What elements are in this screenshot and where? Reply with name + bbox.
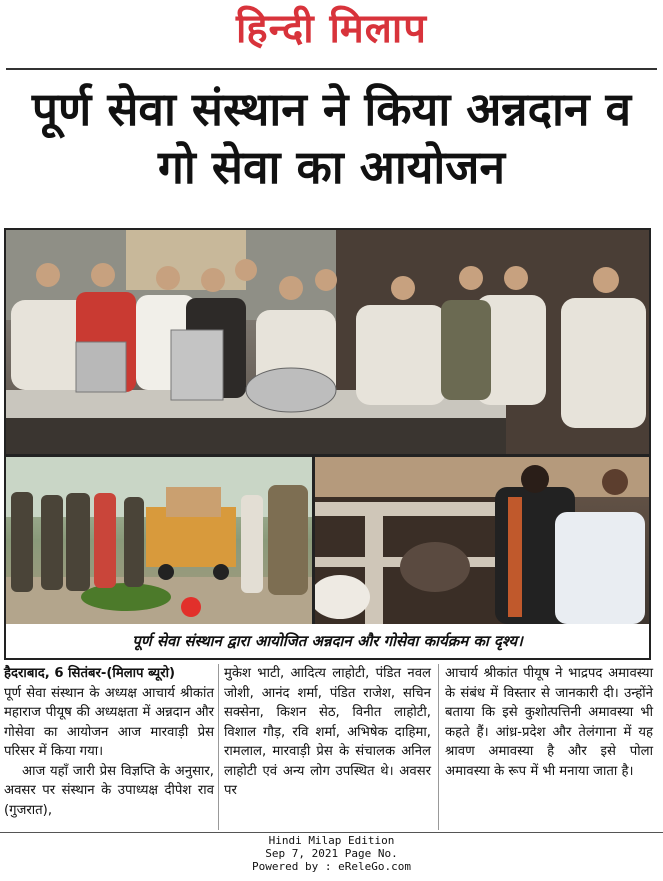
article-column-1: [4, 664, 214, 820]
footer-date: Sep 7, 2021 Page No.: [265, 847, 398, 860]
article-column-3: आचार्य श्रीकांत पीयूष ने भाद्रपद अमावस्या के संबंध में विस्तार से जानकारी दी। उन्होंने बताया कि इसे कुशोत्पत्तिनी अमावस्या भी कहते हैं। आंध्र-प्रदेश और तेलंगाना में यह श्रावण अमावस्या है और इसे पोला अमावस्या के रूप में भी मनाया जाता है।: [445, 666, 653, 779]
headline: [0, 80, 663, 196]
photo-top-illustration: [6, 230, 649, 454]
top-rule: [6, 68, 657, 70]
headline-line-2: गो सेवा का आयोजन: [158, 140, 505, 194]
article-col1-para2: आज यहाँ जारी प्रेस विज्ञप्ति के अनुसार, अवसर पर संस्थान के उपाध्यक्ष दीपेश राव (गुजरात),: [4, 763, 214, 818]
article-column-2: मुकेश भाटी, आदित्य लाहोटी, पंडित नवल जोशी, आनंद शर्मा, पंडित राजेश, सचिन सक्सेना, किशन सेठ, विनीत लाहोटी, विशाल गौड़, रवि शर्मा, अभिषेक दाहिमा, रामलाल, मारवाड़ी प्रेस के संचालक अनिल लाहोटी एवं अन्य लोग उपस्थित थे। अवसर पर: [224, 666, 431, 798]
footer: [0, 834, 663, 873]
footer-edition: Hindi Milap Edition: [268, 834, 395, 847]
photo-frame: [4, 228, 651, 660]
photo-vehicle-with-fodder: [6, 457, 312, 624]
photo-bl-illustration: [6, 457, 312, 624]
photo-cattle-shed: [315, 457, 649, 624]
masthead-title: हिन्दी मिलाप: [236, 5, 427, 52]
footer-powered-by: Powered by : eReleGo.com: [252, 860, 411, 873]
photo-group-at-food-donation: [6, 230, 649, 454]
column-divider: [218, 664, 219, 830]
headline-line-1: पूर्ण सेवा संस्थान ने किया अन्नदान व: [31, 82, 632, 136]
article-col1-para1: पूर्ण सेवा संस्थान के अध्यक्ष आचार्य श्रीकांत महाराज पीयूष की अध्यक्षता में अन्नदान और गोसेवा का आयोजन आज मारवाड़ी प्रेस परिसर में किया गया।: [4, 685, 214, 759]
masthead: [0, 0, 663, 62]
photo-br-illustration: [315, 457, 649, 624]
column-divider: [438, 664, 439, 830]
article-dateline: हैदराबाद, 6 सितंबर-(मिलाप ब्यूरो): [4, 666, 176, 681]
footer-rule: [0, 832, 663, 833]
photo-caption: पूर्ण सेवा संस्थान द्वारा आयोजित अन्नदान और गोसेवा कार्यक्रम का दृश्य।: [6, 624, 649, 658]
